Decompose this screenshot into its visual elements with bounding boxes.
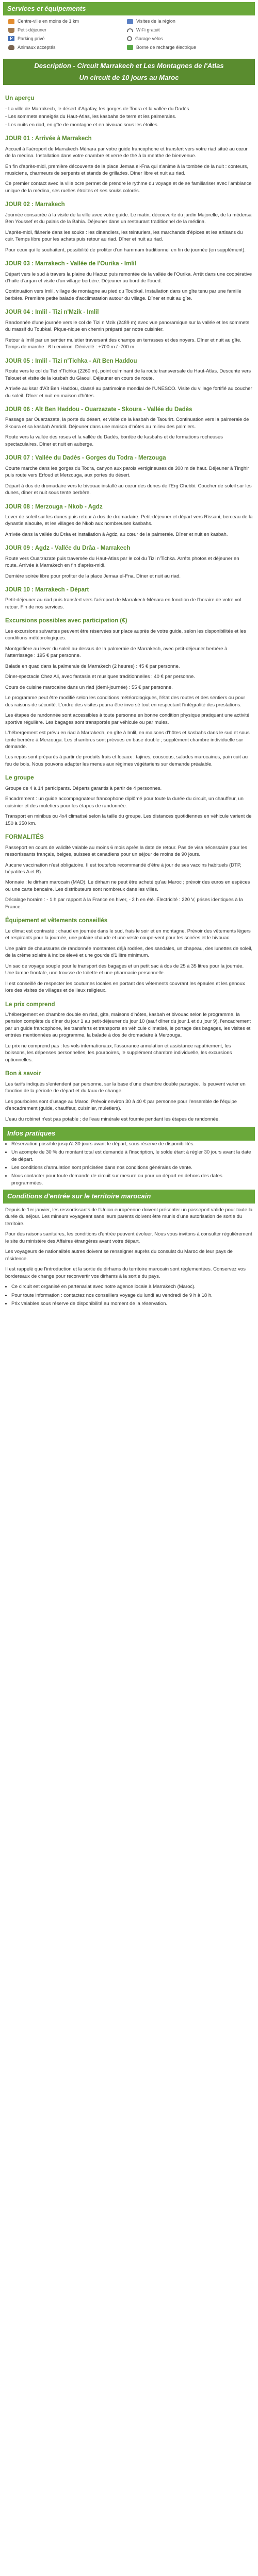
booking-heading: Infos pratiques	[3, 1127, 255, 1140]
itinerary	[5, 134, 253, 611]
day-heading: JOUR 01 : Arrivée à Marrakech	[5, 135, 92, 142]
paragraph: Les pourboires sont d'usage au Maroc. Prévoir environ 30 à 40 € par personne pour l'ensemble de l'équipe d'encadrement (guide, chauffeur, cuisinier, muletiers).	[5, 1098, 237, 1112]
description-content	[3, 85, 255, 1123]
page-title: Description - Circuit Marrakech et Les Montagnes de l'Atlas	[3, 59, 255, 73]
list-item: • Nous contacter pour toute demande de circuit sur mesure ou pour un départ en dehors des dates programmées.	[11, 1173, 255, 1187]
paragraph: Montgolfière au lever du soleil au-dessus de la palmeraie de Marrakech, avec petit-déjeuner berbère à l'atterrissage : 195 € par personne.	[5, 646, 228, 659]
services-heading: Services et équipements	[3, 2, 255, 15]
price-section	[5, 1011, 253, 1063]
paragraph: En fin d'après-midi, première découverte de la place Jemaa el-Fna qui s'anime à la tombée de la nuit : conteurs, musiciens, charmeurs de serpents et stands de grillades. Dîner libre et nuit au riad.	[5, 163, 248, 176]
list-item: • Un acompte de 30 % du montant total est demandé à l'inscription, le solde étant à régler 30 jours avant la date de départ.	[11, 1149, 255, 1163]
paragraph: Le prix ne comprend pas : les vols internationaux, l'assurance annulation et assistance rapatriement, les boissons, les dépenses personnelles, les pourboires, le supplément chambre individuelle, les excursions optionnelles.	[5, 1043, 232, 1063]
paragraph: Cours de cuisine marocaine dans un riad (demi-journée) : 55 € par personne.	[5, 684, 173, 690]
service-item	[127, 27, 246, 33]
bike-icon	[127, 36, 132, 41]
intro-item: - Les sommets enneigés du Haut-Atlas, les kasbahs de terre et les palmeraies.	[5, 113, 253, 120]
service-item	[8, 44, 127, 51]
services-row	[8, 44, 255, 51]
day-heading: JOUR 06 : Aït Ben Haddou - Ouarzazate - Skoura - Vallée du Dadès	[5, 406, 192, 413]
service-label: WiFi gratuit	[136, 27, 160, 33]
paragraph: L'hébergement est prévu en riad à Marrakech, en gîte à Imlil, en maisons d'hôtes et kasbahs dans le sud et sous tente berbère à Merzouga. Les chambres sont prévues en base double ; supplément chambre individuelle sur demande.	[5, 730, 250, 750]
list-item: • Prix valables sous réserve de disponibilité au moment de la réservation.	[11, 1300, 255, 1307]
paragraph: Départ à dos de dromadaire vers le bivouac installé au cœur des dunes de l'Erg Chebbi. Coucher de soleil sur les dunes, dîner et nuit sous tente berbère.	[5, 483, 252, 496]
service-item	[127, 44, 246, 51]
service-item	[127, 36, 246, 42]
paragraph: Route vers la vallée des roses et la vallée du Dadès, bordée de kasbahs et de formations rocheuses spectaculaires. Dîner et nuit en auberge.	[5, 434, 223, 447]
paragraph: Pour ceux qui le souhaitent, possibilité de profiter d'un hammam traditionnel en fin de journée (en supplément).	[5, 247, 246, 253]
paragraph: Retour à Imlil par un sentier muletier traversant des champs en terrasses et des noyers. Dîner et nuit au gîte. Temps de marche : 6 h environ. Dénivelé : +700 m / -700 m.	[5, 337, 241, 350]
list-item: • Les conditions d'annulation sont précisées dans nos conditions générales de vente.	[11, 1164, 255, 1171]
map-icon	[127, 19, 133, 24]
paragraph: Un sac de voyage souple pour le transport des bagages et un petit sac à dos de 25 à 35 litres pour la journée. Une lampe frontale, une trousse de toilette et une pharmacie personnelle.	[5, 963, 244, 976]
paragraph: Pour des raisons sanitaires, les conditions d'entrée peuvent évoluer. Nous vous invitons à consulter régulièrement le site du ministère des Affaires étrangères avant votre départ.	[5, 1231, 252, 1244]
paragraph: Le programme peut être modifié selon les conditions météorologiques, l'état des routes et des sentiers ou pour des raisons de sécurité. L'ordre des visites pourra être inversé tout en respectant l'intégralité des prestations.	[5, 695, 245, 708]
paragraph: Dernière soirée libre pour profiter de la place Jemaa el-Fna. Dîner et nuit au riad.	[5, 573, 181, 579]
paragraph: Lever de soleil sur les dunes puis retour à dos de dromadaire. Petit-déjeuner et départ vers Rissani, berceau de la dynastie alaouite, et les villages de Nkob aux nombreuses kasbahs.	[5, 514, 253, 527]
service-label: Garage vélos	[135, 36, 163, 41]
paragraph: Les repas sont préparés à partir de produits frais et locaux : tajines, couscous, salades marocaines, pain cuit au feu de bois. Nous pouvons adapter les menus aux régimes végétariens sur demande préalable.	[5, 754, 248, 767]
paragraph: Balade en quad dans la palmeraie de Marrakech (2 heures) : 45 € par personne.	[5, 663, 180, 669]
service-label: Centre-ville en moins de 1 km	[18, 19, 79, 24]
program-notes	[5, 694, 253, 768]
group-section	[5, 785, 253, 827]
paragraph: Dîner-spectacle Chez Ali, avec fantasia et musiques traditionnelles : 40 € par personne.	[5, 674, 196, 680]
paragraph: Passage par Ouarzazate, la porte du désert, et visite de la kasbah de Taourirt. Continuation vers la palmeraie de Skoura et sa kasbah Amridil. Déjeuner dans une maison d'hôtes au milieu des palmiers.	[5, 417, 249, 430]
paragraph: Route vers le col du Tizi n'Tichka (2260 m), point culminant de la route transversale du Haut-Atlas. Descente vers Telouet et visite de la kasbah du Glaoui. Déjeuner en cours de route.	[5, 368, 251, 381]
parking-icon: P	[8, 36, 14, 41]
city-icon	[8, 19, 14, 24]
list-item: • Réservation possible jusqu'à 30 jours avant le départ, sous réserve de disponibilités.	[11, 1141, 255, 1147]
optional-section	[5, 628, 253, 691]
services-row	[8, 18, 255, 25]
day-heading: JOUR 08 : Merzouga - Nkob - Agdz	[5, 503, 103, 510]
notes-section	[5, 1081, 253, 1123]
services-row	[8, 27, 255, 33]
price-heading: Le prix comprend	[5, 1001, 55, 1008]
list-item: • Ce circuit est organisé en partenariat avec notre agence locale à Marrakech (Maroc).	[11, 1283, 255, 1290]
notes-heading: Bon à savoir	[5, 1071, 41, 1077]
formalities-heading: FORMALITÉS	[5, 834, 44, 841]
day-heading: JOUR 09 : Agdz - Vallée du Drâa - Marrakech	[5, 545, 131, 552]
paragraph: Les étapes de randonnée sont accessibles à toute personne en bonne condition physique pratiquant une activité sportive régulière. Les bagages sont transportés par véhicule ou par mules.	[5, 713, 250, 725]
paragraph: Groupe de 4 à 14 participants. Départs garantis à partir de 4 personnes.	[5, 785, 162, 791]
paragraph: Transport en minibus ou 4x4 climatisé selon la taille du groupe. Les distances quotidiennes en véhicule varient de 150 à 350 km.	[5, 814, 252, 826]
equipment-heading: Équipement et vêtements conseillés	[5, 918, 108, 924]
paragraph: Les voyageurs de nationalités autres doivent se renseigner auprès du consulat du Maroc de leur pays de résidence.	[5, 1249, 233, 1262]
paragraph: Arrivée dans la vallée du Drâa et installation à Agdz, au cœur de la palmeraie. Dîner et nuit en kasbah.	[5, 531, 228, 537]
group-heading: Le groupe	[5, 775, 34, 782]
paragraph: Randonnée d'une journée vers le col de Tizi n'Mzik (2489 m) avec vue panoramique sur la vallée et les sommets du massif du Toubkal. Pique-nique en chemin préparé par notre cuisinier.	[5, 319, 250, 333]
coffee-icon	[8, 28, 14, 33]
pet-icon	[8, 45, 14, 50]
paragraph: Courte marche dans les gorges du Todra, canyon aux parois vertigineuses de 300 m de haut. Déjeuner à Tinghir puis route vers Erfoud et Merzouga, aux portes du désert.	[5, 465, 249, 479]
day-heading: JOUR 03 : Marrakech - Vallée de l'Ourika - Imlil	[5, 261, 136, 267]
optional-heading: Excursions possibles avec participation (€)	[5, 618, 127, 624]
paragraph: Arrivée au ksar d'Aït Ben Haddou, classé au patrimoine mondial de l'UNESCO. Visite du village fortifié au coucher du soleil. Dîner et nuit en maison d'hôtes.	[5, 386, 252, 399]
paragraph: L'après-midi, flânerie dans les souks : les dinandiers, les teinturiers, les marchands d'épices et les artisans du cuir. Temps libre pour les achats puis retour au riad. Dîner et nuit au riad.	[5, 229, 243, 243]
paragraph: Accueil à l'aéroport de Marrakech-Ménara par votre guide francophone et transfert vers votre riad situé au cœur de la médina. Installation dans votre chambre et verre de thé à la menthe de bienvenue.	[5, 146, 248, 159]
list-item: • Pour toute information : contactez nos conseillers voyage du lundi au vendredi de 9 h à 18 h.	[11, 1292, 255, 1299]
intro-item: - La ville de Marrakech, le désert d'Agafay, les gorges de Todra et la vallée du Dadès.	[5, 106, 253, 112]
service-label: Visites de la région	[136, 19, 175, 24]
paragraph: Journée consacrée à la visite de la ville avec votre guide. Le matin, découverte du jardin Majorelle, de la médersa Ben Youssef et du palais de la Bahia. Déjeuner dans un restaurant traditionnel de la médina.	[5, 212, 252, 225]
paragraph: Il est conseillé de respecter les coutumes locales en portant des vêtements couvrant les épaules et les genoux lors des visites de villages et de lieux religieux.	[5, 980, 245, 994]
service-label: Borne de recharge électrique	[136, 44, 197, 50]
service-item	[127, 18, 246, 25]
paragraph: Le climat est contrasté : chaud en journée dans le sud, frais le soir et en montagne. Prévoir des vêtements légers et respirants pour la journée, une polaire chaude et une veste coupe-vent pour les soirées et le bivouac.	[5, 928, 251, 941]
service-item	[8, 36, 127, 42]
paragraph: Les tarifs indiqués s'entendent par personne, sur la base d'une chambre double partagée. Ils peuvent varier en fonction de la période de départ et du taux de change.	[5, 1081, 246, 1094]
intro-item: - Les nuits en riad, en gîte de montagne et en bivouac sous les étoiles.	[5, 122, 253, 128]
intro-list	[5, 106, 253, 128]
page-subtitle: Un circuit de 10 jours au Maroc	[3, 73, 255, 85]
service-label: Animaux acceptés	[18, 44, 56, 50]
service-label: Parking privé	[18, 36, 45, 41]
paragraph: Passeport en cours de validité valable au moins 6 mois après la date de retour. Pas de visa nécessaire pour les ressortissants français, belges, suisses et canadiens pour un séjour de moins de 90 jours.	[5, 844, 247, 858]
conditions-section	[3, 1204, 255, 1280]
service-item	[8, 27, 127, 33]
intro-heading: Un aperçu	[5, 95, 35, 102]
day-heading: JOUR 07 : Vallée du Dadès - Gorges du Todra - Merzouga	[5, 455, 166, 462]
formalities-section	[5, 844, 253, 911]
paragraph: Il est rappelé que l'introduction et la sortie de dirhams du territoire marocain sont réglementées. Conservez vos bordereaux de change pour reconvertir vos dirhams à la sortie du pays.	[5, 1266, 246, 1279]
day-heading: JOUR 02 : Marrakech	[5, 201, 65, 208]
day-heading: JOUR 05 : Imlil - Tizi n'Tichka - Aït Ben Haddou	[5, 358, 137, 364]
wifi-icon	[127, 28, 133, 32]
service-item	[8, 18, 127, 25]
paragraph: Départ vers le sud à travers la plaine du Haouz puis remontée de la vallée de l'Ourika. Arrêt dans une coopérative d'huile d'argan et visite d'un village berbère. Déjeuner au bord de l'oued.	[5, 271, 252, 284]
services-row	[8, 36, 255, 42]
paragraph: Décalage horaire : - 1 h par rapport à la France en hiver, - 2 h en été. Électricité : 220 V, prises identiques à la France.	[5, 897, 243, 910]
day-heading: JOUR 10 : Marrakech - Départ	[5, 587, 89, 594]
paragraph: L'hébergement en chambre double en riad, gîte, maisons d'hôtes, kasbah et bivouac selon le programme, la pension complète du dîner du jour 1 au petit-déjeuner du jour 10 (sauf dîner du jour 1 et du jour 9), l'encadrement par un guide francophone, les transferts et transports en véhicule climatisé, le portage des bagages, les visites et entrées mentionnées au programme, la balade à dos de dromadaire à Merzouga.	[5, 1011, 251, 1039]
paragraph: Aucune vaccination n'est obligatoire. Il est toutefois recommandé d'être à jour de ses vaccins habituels (DTP, hépatites A et B).	[5, 862, 241, 875]
conditions-heading: Conditions d'entrée sur le territoire marocain	[3, 1190, 255, 1203]
paragraph: Route vers Ouarzazate puis traversée du Haut-Atlas par le col du Tizi n'Tichka. Arrêts photos et déjeuner en route. Arrivée à Marrakech en fin d'après-midi.	[5, 555, 239, 569]
equipment-section	[5, 928, 253, 994]
services-list	[3, 15, 255, 57]
day-heading: JOUR 04 : Imlil - Tizi n'Mzik - Imlil	[5, 309, 99, 316]
booking-list	[3, 1141, 255, 1187]
paragraph: Une paire de chaussures de randonnée montantes déjà rodées, des sandales, un chapeau, des lunettes de soleil, de la crème solaire à indice élevé et une gourde d'1 litre minimum.	[5, 945, 253, 959]
paragraph: L'eau du robinet n'est pas potable ; de l'eau minérale est fournie pendant les étapes de randonnée.	[5, 1116, 220, 1122]
paragraph: Encadrement : un guide accompagnateur francophone diplômé pour toute la durée du circuit, un chauffeur, un cuisinier et des muletiers pour les étapes de randonnée.	[5, 796, 244, 809]
paragraph: Ce premier contact avec la ville ocre permet de prendre le rythme du voyage et de se familiariser avec l'ambiance unique de la médina, ses ruelles étroites et ses souks colorés.	[5, 181, 252, 194]
contact-list	[3, 1283, 255, 1307]
service-label: Petit-déjeuner	[18, 27, 47, 33]
paragraph: Monnaie : le dirham marocain (MAD). Le dirham ne peut être acheté qu'au Maroc ; prévoir des euros en espèces ou une carte bancaire. Les distributeurs sont nombreux dans les villes.	[5, 879, 250, 892]
paragraph: Depuis le 1er janvier, les ressortissants de l'Union européenne doivent présenter un passeport valide pour toute la durée du séjour. Les mineurs voyageant sans leurs parents doivent être munis d'une autorisation de sortie du territoire.	[5, 1207, 253, 1227]
paragraph: Petit-déjeuner au riad puis transfert vers l'aéroport de Marrakech-Ménara en fonction de l'horaire de votre vol retour. Fin de nos services.	[5, 597, 241, 610]
ev-icon	[127, 45, 133, 50]
paragraph: Les excursions suivantes peuvent être réservées sur place auprès de votre guide, selon les disponibilités et les conditions météorologiques.	[5, 628, 246, 641]
paragraph: Continuation vers Imlil, village de montagne au pied du Toubkal. Installation dans un gîte tenu par une famille berbère. Première petite balade d'acclimatation autour du village. Dîner et nuit au gîte.	[5, 289, 241, 301]
